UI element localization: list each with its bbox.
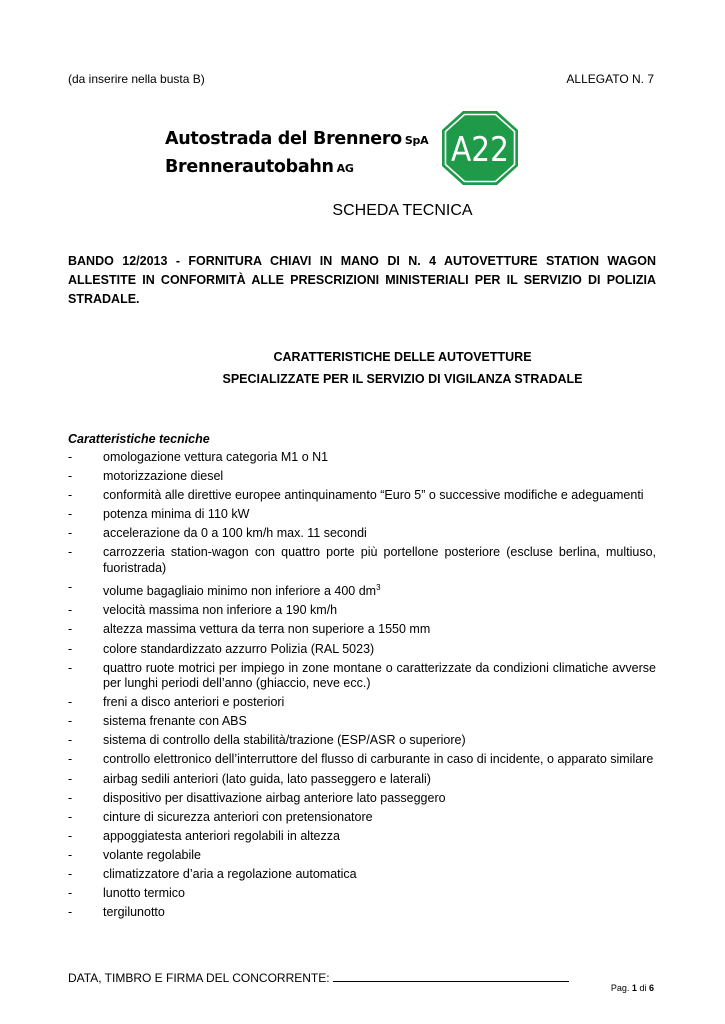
list-item: - velocità massima non inferiore a 190 km/h xyxy=(68,603,338,618)
logo-line-1: Autostrada del Brennero SpA xyxy=(165,129,429,149)
page-title: SCHEDA TECNICA xyxy=(332,202,473,219)
signature-label: DATA, TIMBRO E FIRMA DEL CONCORRENTE: xyxy=(68,971,330,985)
bullet-dash: - xyxy=(68,545,73,560)
bullet-dash: - xyxy=(68,790,73,805)
bullet-dash: - xyxy=(68,695,73,710)
a22-badge-logo xyxy=(441,110,519,186)
bullet-dash: - xyxy=(68,867,73,882)
list-item: - dispositivo per disattivazione airbag anteriore lato passeggero xyxy=(68,790,446,805)
attachment-number: ALLEGATO N. 7 xyxy=(566,72,654,86)
section-heading xyxy=(0,346,725,390)
logo-line-2: Brennerautobahn AG xyxy=(165,157,354,177)
badge-text: A22 xyxy=(451,130,509,170)
list-item: - carrozzeria station-wagon con quattro porte più portellone posteriore (escluse berlina, multiuso, fuoristrada) xyxy=(68,545,656,575)
superscript-3: 3 xyxy=(376,583,381,593)
list-item: - volume bagagliaio minimo non inferiore a 400 $dm^3$ xyxy=(68,580,381,599)
bullet-dash: - xyxy=(68,488,73,503)
bullet-dash: - xyxy=(68,526,73,541)
tender-description: BANDO 12/2013 - FORNITURA CHIAVI IN MANO DI N. 4 AUTOVETTURE STATION WAGON ALLESTITE IN CONFORMITÀ ALLE PRESCRIZIONI MINISTERIALI PER IL SERVIZIO DI POLIZIA STRADALE. xyxy=(68,254,656,306)
bullet-dash: - xyxy=(68,660,73,675)
bullet-dash: - xyxy=(68,771,73,786)
list-item: - volante regolabile xyxy=(68,847,201,862)
company-logo-text xyxy=(165,126,428,182)
bullet-dash: - xyxy=(68,603,73,618)
bullet-dash: - xyxy=(68,905,73,920)
signature-blank xyxy=(333,970,569,982)
bullet-dash: - xyxy=(68,752,73,767)
list-item: - tergilunotto xyxy=(68,905,165,920)
list-item: - freni a disco anteriori e posteriori xyxy=(68,695,285,710)
list-item: - appoggiatesta anteriori regolabili in altezza xyxy=(68,828,340,843)
list-item: - controllo elettronico dell’interruttore del flusso di carburante in caso di incidente, o apparato similare xyxy=(68,752,654,767)
bullet-dash: - xyxy=(68,580,73,595)
list-item: - climatizzatore d’aria a regolazione automatica xyxy=(68,867,357,882)
specs-list xyxy=(68,450,656,924)
list-item: - colore standardizzato azzurro Polizia (RAL 5023) xyxy=(68,641,375,656)
bullet-dash: - xyxy=(68,450,73,464)
list-item: - altezza massima vettura da terra non superiore a 1550 mm xyxy=(68,622,431,637)
bullet-dash: - xyxy=(68,641,73,656)
list-item: - quattro ruote motrici per impiego in zone montane o caratterizzate da condizioni climatiche avverse per lunghi periodi dell’anno (ghiaccio, neve ecc.) xyxy=(68,660,656,691)
bullet-dash: - xyxy=(68,714,73,729)
list-item: - conformità alle direttive europee antinquinamento “Euro 5” o successive modifiche e adeguamenti xyxy=(68,488,644,503)
list-item: - accelerazione da 0 a 100 km/h max. 11 secondi xyxy=(68,526,367,541)
bullet-dash: - xyxy=(68,733,73,748)
bullet-dash: - xyxy=(68,809,73,824)
bullet-dash: - xyxy=(68,847,73,862)
section-heading-line-1: CARATTERISTICHE DELLE AUTOVETTURE xyxy=(273,350,532,364)
list-item: - sistema frenante con ABS xyxy=(68,714,247,729)
bullet-dash: - xyxy=(68,469,73,484)
subheading: Caratteristiche tecniche xyxy=(68,432,210,446)
list-item: - lunotto termico xyxy=(68,886,185,901)
bullet-dash: - xyxy=(68,828,73,843)
list-item: - sistema di controllo della stabilità/trazione (ESP/ASR o superiore) xyxy=(68,733,466,748)
envelope-note: (da inserire nella busta B) xyxy=(68,72,205,86)
list-item: - cinture di sicurezza anteriori con pretensionatore xyxy=(68,809,373,824)
signature-line xyxy=(68,970,569,985)
list-item: - motorizzazione diesel xyxy=(68,469,224,484)
bullet-dash: - xyxy=(68,622,73,637)
list-item: - airbag sedili anteriori (lato guida, lato passeggero e laterali) xyxy=(68,771,431,786)
bullet-dash: - xyxy=(68,507,73,522)
section-heading-line-2: SPECIALIZZATE PER IL SERVIZIO DI VIGILANZA STRADALE xyxy=(222,372,583,386)
bullet-dash: - xyxy=(68,886,73,901)
list-item: - omologazione vettura categoria M1 o N1 xyxy=(68,450,329,464)
page-number: Pag. 1 di 6 xyxy=(610,983,654,993)
list-item: - potenza minima di 110 kW xyxy=(68,507,250,522)
